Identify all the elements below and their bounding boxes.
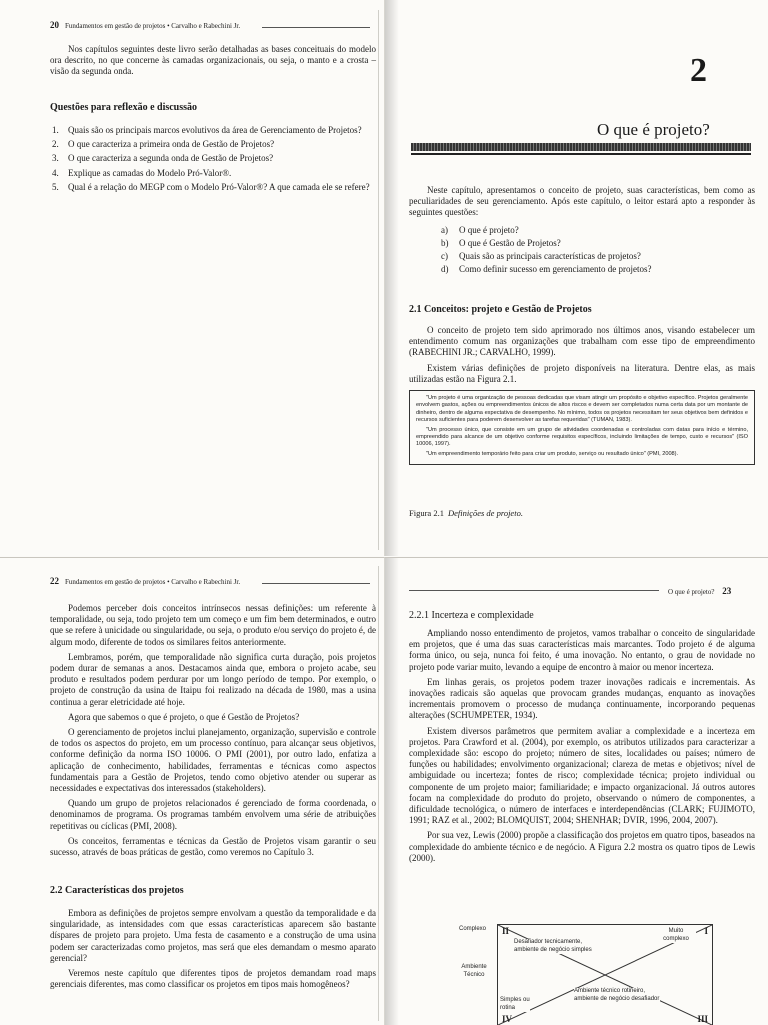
figure-caption	[409, 508, 523, 518]
paragraph: Em linhas gerais, os projetos podem trazer inovações radicais e incrementais. As inovações radicais são aquelas que provocam grandes mudanças, enquanto as inovações incrementais promovem o processo de mudança continuamente, incorporando pequenas alterações (SCHUMPETER, 1934).	[409, 676, 755, 721]
page-20	[0, 0, 385, 556]
page-22	[0, 557, 385, 1025]
quadrant-ii-text: Desafiador tecnicamente, ambiente de negócio simples	[514, 939, 596, 954]
quadrant-iv-text: Simples ou rotina	[500, 997, 530, 1011]
running-header	[668, 586, 731, 596]
chapter-question-list	[441, 224, 741, 276]
page-number: 20	[50, 20, 59, 30]
item-key: b)	[441, 238, 449, 248]
list-item	[441, 250, 741, 263]
body-text	[409, 628, 755, 868]
list-item	[52, 139, 376, 150]
paragraph: Lembramos, porém, que temporalidade não significa curta duração, pois projetos podem durar de semanas a anos. Destacamos ainda que, embora o projeto acabe, seu produto e resultados podem perdurar por um longo período de tempo. Por exemplo, o projeto de construção da usina de Itaipu foi realizado na década de 1980, mas a usina continua a gerar eletricidade até hoje.	[50, 651, 376, 707]
paragraph: O gerenciamento de projetos inclui planejamento, organização, supervisão e controle de todos os aspectos do projeto, em um processo contínuo, para alcançar seus objetivos, conforme definição da norma ISO 10006. O PMI (2001), por outro lado, enfatiza a aplicação de conhecimento, habilidades, ferramentas e técnicas como aspectos fundamentais para a Gestão de Projetos, tendo como objetivo atender ou superar as necessidades e expectativas dos interessados (stakeholders).	[50, 727, 376, 794]
paragraph: Agora que sabemos o que é projeto, o que é Gestão de Projetos?	[68, 711, 300, 722]
paragraph: Nos capítulos seguintes deste livro serão detalhadas as bases conceituais do modelo ora descrito, no que concerne às camadas organizacionais, ou seja, o manto e a crosta – visão da segunda onda.	[50, 44, 376, 77]
item-key: d)	[441, 264, 449, 274]
paragraph: Existem diversos parâmetros que permitem avaliar a complexidade e a incerteza em projetos. Para Crawford et al. (2004), por exemplo, os atributos utilizados para caracterizar a complexidade são: escopo do projeto; número de sites, localidades ou países; número de funções ou habilidades; envolvimento organizacional; clareza de metas e objetivos; nível de ambiguidade ou incerteza; fontes de risco; complexidade técnica; projeto individual ou componente de um projeto maior; familiaridade; e impacto organizacional. Já outros autores focam na complexidade do produto do projeto, observando o número de componentes, a dificuldade tecnológica, o número de interfaces e interdependências (CLARK; FUJIMOTO, 1991; RAZ et al., 2002; BLOMQUIST, 2004; SHENHAR; DVIR, 1996, 2004, 2007).	[409, 725, 755, 826]
quadrant-label-ii: II	[502, 926, 510, 936]
item-key: c)	[441, 251, 448, 261]
list-item	[52, 125, 376, 136]
x-axis-high-label: Muito complexo	[656, 928, 696, 943]
body-text	[50, 603, 376, 862]
running-title: Fundamentos em gestão de projetos • Carvalho e Rabechini Jr.	[65, 578, 241, 586]
list-item	[52, 153, 376, 164]
list-item	[441, 224, 741, 237]
item-text: O que é Gestão de Projetos?	[459, 238, 561, 248]
item-text: Quais são as principais características de projetos?	[459, 251, 641, 261]
definition-quote: "Um empreendimento temporário feito para criar um produto, serviço ou resultado único" (PMI, 2008).	[426, 450, 679, 457]
running-title: Fundamentos em gestão de projetos • Carvalho e Rabechini Jr.	[65, 22, 241, 30]
figure-title: Definições de projeto.	[447, 508, 523, 518]
intro-paragraph	[50, 44, 376, 82]
chapter-number: 2	[690, 52, 707, 89]
item-text: Como definir sucesso em gerenciamento de projetos?	[459, 264, 652, 274]
section-body	[50, 908, 376, 994]
page-23	[385, 557, 768, 1025]
paragraph: Veremos neste capítulo que diferentes tipos de projetos demandam road maps gerenciais diferentes, mas como classificar os projetos em tipos mais homogêneos?	[50, 968, 376, 990]
quadrant-label-i: I	[704, 926, 708, 936]
list-item	[52, 182, 376, 193]
paragraph: Existem várias definições de projeto disponíveis na literatura. Dentre elas, as mais utilizadas estão na Figura 2.1.	[409, 362, 755, 384]
chapter-title-bar	[411, 143, 751, 151]
paragraph: Quando um grupo de projetos relacionados é gerenciado de forma coordenada, o denominamos de programa. Os programas também envolvem uma série de atribuições repetitivas ou cíclicas (PMI, 2008).	[50, 798, 376, 831]
item-key: a)	[441, 225, 448, 235]
paragraph: Ampliando nosso entendimento de projetos, vamos trabalhar o conceito de singularidade em projetos, que é uma das suas características mais marcantes. Todo projeto é de alguma forma único, ou seja, nunca foi feito, é uma inovação. No entanto, o grau de novidade no projeto pode variar muito, levando a equipe de encontro à maior ou menor incerteza.	[409, 628, 755, 672]
running-header	[50, 20, 240, 30]
quadrant-iii-text: Ambiente técnico rotineiro, ambiente de negócio desafiador	[574, 988, 660, 1002]
item-number: 4.	[52, 167, 59, 178]
quadrant-label-iii: III	[697, 1014, 708, 1024]
paragraph: Por sua vez, Lewis (2000) propõe a classificação dos projetos em quatro tipos, baseados na complexidade do ambiente técnico e de negócio. A Figura 2.2 mostra os quatro tipos de Lewis (2000).	[409, 830, 755, 863]
list-item	[441, 237, 741, 250]
paragraph: Embora as definições de projetos sempre envolvam a questão da temporalidade e da singularidade, as intensidades com que essas características aparecem são bastante díspares de projeto para projeto. Uma festa de casamento e a construção de uma usina podem ser caracterizadas como projetos, mas será que eles demandam o mesmo aparato gerencial?	[50, 908, 376, 963]
page-number: 22	[50, 576, 59, 586]
binding-edge	[378, 566, 379, 1021]
definition-quote: "Um processo único, que consiste em um grupo de atividades coordenadas e controladas com datas para início e término, empreendido para alcance de um objetivo conforme requisitos específicos, incluindo limitações de tempo, custo e recursos" (ISO 10006, 1997).	[416, 426, 748, 448]
gutter-shadow	[385, 0, 399, 556]
section-title: 2.2 Características dos projetos	[50, 885, 184, 896]
binding-edge	[378, 10, 379, 550]
item-text: Qual é a relação do MEGP com o Modelo Pró-Valor®? A que camada ele se refere?	[68, 181, 370, 192]
item-number: 1.	[52, 125, 59, 135]
chapter-title-rule	[411, 153, 751, 155]
paragraph: Os conceitos, ferramentas e técnicas da Gestão de Projetos visam garantir o seu sucesso, através de boas práticas de gestão, como veremos no Capítulo 3.	[50, 835, 376, 858]
item-number: 2.	[52, 139, 59, 150]
paragraph: O conceito de projeto tem sido aprimorado nos últimos anos, visando estabelecer um entendimento comum nas organizações que trabalham com esse tipo de empreendimento (RABECHINI JR.; CARVALHO, 1999).	[409, 325, 755, 358]
figure-label: Figura 2.1	[409, 508, 444, 518]
header-rule	[262, 583, 370, 584]
y-axis-label: Ambiente Técnico	[461, 964, 487, 978]
section-body	[409, 325, 755, 389]
paragraph: Neste capítulo, apresentamos o conceito de projeto, suas características, bem como as peculiaridades de seu gerenciamento. Após este capítulo, o leitor estará apto a responder às seguintes questões:	[409, 185, 755, 218]
chapter-title: O que é projeto?	[597, 120, 710, 139]
quadrant-grid	[497, 924, 713, 1025]
page-21	[385, 0, 768, 556]
list-item	[52, 168, 376, 179]
item-number: 5.	[52, 181, 59, 192]
question-list	[52, 125, 376, 196]
paragraph: Podemos perceber dois conceitos intrínsecos nessas definições: um referente à temporalidade, ou seja, todo projeto tem um começo e um fim bem determinados, e outro que se refere à unicidade ou singularidade, ou seja, o produto e/ou serviço do projeto é, de algum modo, diferente de todos os similares feitos anteriormente.	[50, 603, 376, 647]
item-text: Quais são os principais marcos evolutivos da área de Gerenciamento de Projetos?	[68, 125, 362, 135]
gutter-shadow	[385, 558, 399, 1025]
header-rule	[409, 590, 659, 591]
item-text: O que caracteriza a primeira onda de Gestão de Projetos?	[68, 139, 275, 150]
running-title: O que é projeto?	[668, 588, 715, 596]
item-text: O que caracteriza a segunda onda de Gestão de Projetos?	[68, 153, 274, 164]
item-text: Explique as camadas do Modelo Pró-Valor®.	[68, 167, 232, 178]
definitions-figure-box	[409, 390, 755, 465]
section-title: 2.1 Conceitos: projeto e Gestão de Projetos	[409, 304, 592, 315]
chapter-intro	[409, 185, 755, 223]
definition-quote: "Um projeto é uma organização de pessoas dedicadas que visam atingir um propósito e objetivo específico. Projetos geralmente envolvem gastos, ações ou empreendimentos únicos de altos riscos e devem ser completados numa certa data por um montante de dinheiro, dentro de alguma expectativa de desempenho. No mínimo, todos os projetos necessitam ter seus objetivos bem definidos e recursos suficientes para poderem desenvolver as tarefas requeridas" (TUMAN, 1983).	[416, 395, 748, 424]
list-item	[441, 263, 741, 276]
subsection-title: 2.2.1 Incerteza e complexidade	[409, 610, 534, 621]
page-number: 23	[722, 586, 732, 596]
lewis-project-types-diagram	[425, 924, 725, 1024]
header-rule	[262, 27, 370, 28]
item-text: O que é projeto?	[459, 225, 519, 235]
quadrant-label-iv: IV	[502, 1014, 513, 1024]
item-number: 3.	[52, 153, 59, 164]
section-title: Questões para reflexão e discussão	[50, 102, 198, 113]
running-header	[50, 576, 240, 586]
y-axis-high-label: Complexo	[459, 926, 487, 932]
